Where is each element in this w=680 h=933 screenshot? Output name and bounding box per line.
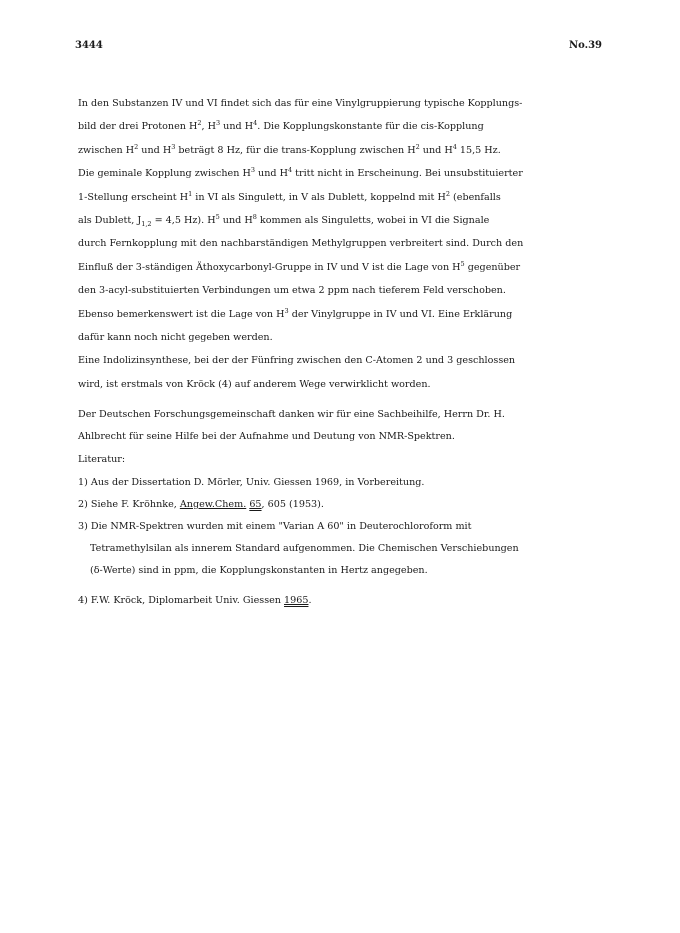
page-header: [75, 40, 602, 58]
page-number: 3444: [75, 40, 103, 51]
reference-item: 2) Siehe F. Kröhnke, Angew.Chem. 65, 605 (1953).: [78, 498, 324, 510]
text-line: den 3-acyl-substituierten Verbindungen um etwa 2 ppm nach tieferem Feld verschoben.: [78, 285, 506, 297]
text-line: dafür kann noch nicht gegeben werden.: [78, 332, 273, 344]
text-line: 1-Stellung erscheint $H^1$ in VI als Singulett, in V als Dublett, koppelnd mit $H^2$ (ebenfalls: [78, 189, 501, 203]
text-line: wird, ist erstmals von Kröck (4) auf anderem Wege verwirklicht worden.: [78, 378, 431, 390]
text-line: bild der drei Protonen $H^2$, $H^3$ und $H^4$. Die Kopplungskonstante für die cis-Kopplung: [78, 119, 484, 133]
text-line: durch Fernkopplung mit den nachbarständigen Methylgruppen verbreitert sind. Durch den: [78, 238, 524, 250]
text-line: Einfluß der 3-ständigen Äthoxycarbonyl-Gruppe in IV und V ist die Lage von $H^5$ gegenüber: [78, 259, 521, 273]
reference-continuation: (δ-Werte) sind in ppm, die Kopplungskonstanten in Hertz angegeben.: [90, 564, 428, 576]
journal-issue-number: No.39: [568, 40, 602, 51]
text-line: Ahlbrecht für seine Hilfe bei der Aufnahme und Deutung von NMR-Spektren.: [78, 431, 455, 443]
reference-item: 1) Aus der Dissertation D. Mörler, Univ. Giessen 1969, in Vorbereitung.: [78, 476, 425, 488]
reference-list: [78, 472, 600, 612]
reference-item: 3) Die NMR-Spektren wurden mit einem "Varian A 60" in Deuterochloroform mit: [78, 520, 472, 532]
text-line: In den Substanzen IV und VI findet sich das für eine Vinylgruppierung typische Kopplungs-: [78, 98, 523, 109]
text-line: Ebenso bemerkenswert ist die Lage von $H^3$ der Vinylgruppe in IV und VI. Eine Erklärung: [78, 306, 513, 320]
reference-continuation: Tetramethylsilan als innerem Standard aufgenommen. Die Chemischen Verschiebungen: [90, 542, 519, 554]
text-line: Der Deutschen Forschungsgemeinschaft danken wir für eine Sachbeihilfe, Herrn Dr. H.: [78, 409, 505, 421]
body-text: [78, 92, 600, 612]
references-heading: Literatur:: [78, 454, 126, 466]
text-line: Die geminale Kopplung zwischen $H^3$ und $H^4$ tritt nicht in Erscheinung. Bei unsubstituierter: [78, 166, 523, 180]
text-line: Eine Indolizinsynthese, bei der der Fünfring zwischen den C-Atomen 2 und 3 geschlossen: [78, 355, 516, 367]
acknowledgement: [78, 404, 600, 448]
text-line: zwischen $H^2$ und $H^3$ beträgt 8 Hz, für die trans-Kopplung zwischen $H^2$ und $H^4$ 15,5 Hz.: [78, 142, 501, 156]
text-line: als Dublett, $J_{1,2} = 4,5$ Hz). $H^5$ und $H^8$ kommen als Singuletts, wobei in VI die Signale: [78, 212, 490, 228]
reference-item: 4) F.W. Kröck, Diplomarbeit Univ. Giessen 1965.: [78, 594, 312, 606]
